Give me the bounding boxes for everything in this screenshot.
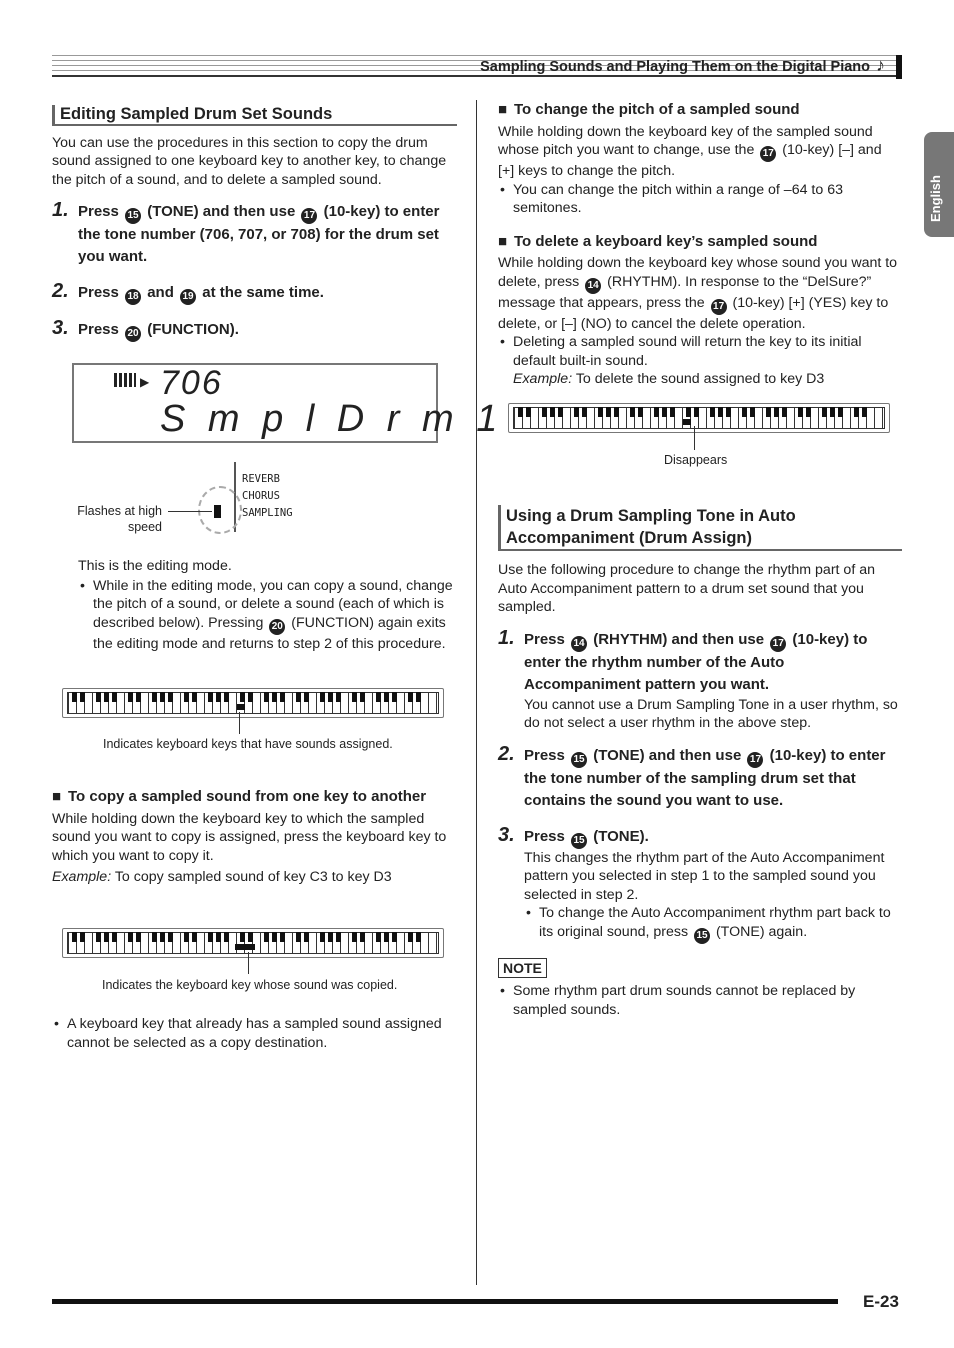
step-text: (FUNCTION).: [143, 321, 239, 338]
black-key: [320, 692, 325, 702]
language-tab-label: English: [928, 175, 943, 222]
black-key: [184, 692, 189, 702]
black-key: [240, 692, 245, 702]
drum-assign-section: [498, 505, 902, 1019]
step-text: at the same time.: [198, 284, 324, 301]
black-key: [416, 692, 421, 702]
black-key: [216, 932, 221, 942]
step-number: 2.: [52, 280, 69, 302]
black-key: [662, 407, 667, 417]
keyboard-caption-1: Indicates keyboard keys that have sounds assigned.: [103, 737, 393, 751]
black-key: [208, 932, 213, 942]
sampling-label: SAMPLING: [242, 507, 293, 519]
assign-step-3: [498, 823, 902, 849]
step-text: Press: [524, 630, 570, 648]
body-text: (10-key) [–] and [+] keys to change the pitch.: [498, 142, 882, 179]
black-key: [80, 932, 85, 942]
music-note-icon: ♪: [876, 55, 885, 75]
bullet-text: (TONE) again.: [712, 923, 808, 940]
step-text: Press: [78, 284, 124, 301]
language-tab: [924, 132, 954, 237]
bullet-text: To change the Auto Accompaniment rhythm part back to its original sound, press: [539, 905, 891, 940]
black-key: [718, 407, 723, 417]
button-number-icon: 15: [571, 752, 587, 768]
black-key: [128, 932, 133, 942]
copied-key-marker: [235, 944, 255, 950]
black-key: [248, 932, 253, 942]
page-number: E-23: [863, 1292, 899, 1311]
body-text: While holding down the keyboard key of the sampled sound whose pitch you want to change, use the: [498, 123, 873, 158]
section2-title: Using a Drum Sampling Tone in Auto Accompaniment (Drum Assign): [498, 505, 902, 551]
black-key: [542, 407, 547, 417]
black-key: [224, 692, 229, 702]
delete-body: [498, 254, 900, 333]
button-number-icon: 20: [269, 619, 285, 635]
flash-label-line1: Flashes at high: [77, 504, 162, 518]
keyboard-caption-3: Disappears: [664, 453, 728, 467]
black-key: [526, 407, 531, 417]
black-key: [854, 407, 859, 417]
assign-step-3-body: [498, 849, 902, 944]
black-key: [128, 692, 133, 702]
caption-leader-1: [239, 712, 240, 734]
step-text: and: [143, 284, 179, 301]
black-key: [216, 692, 221, 702]
black-key: [152, 932, 157, 942]
black-key: [96, 692, 101, 702]
black-key: [416, 932, 421, 942]
flash-label-leader: [168, 511, 212, 512]
example-text: To delete the sound assigned to key D3: [572, 371, 825, 387]
black-key: [376, 692, 381, 702]
black-key: [112, 932, 117, 942]
editing-mode-block: [78, 557, 456, 653]
black-key: [104, 932, 109, 942]
black-key: [670, 407, 675, 417]
black-key: [376, 932, 381, 942]
black-key: [304, 932, 309, 942]
caption-leader-3: [694, 426, 695, 450]
step-number: 3.: [498, 823, 515, 846]
black-key: [280, 692, 285, 702]
tone-name: S m p l D r m 1: [160, 398, 504, 440]
button-number-icon: 14: [585, 278, 601, 294]
bullet-text: (FUNCTION) again exits the editing mode and returns to step 2 of this procedure.: [93, 614, 446, 652]
black-key: [862, 407, 867, 417]
assigned-key-marker: [237, 704, 245, 710]
black-key: [694, 407, 699, 417]
black-key: [104, 692, 109, 702]
keyboard-diagram-1: [62, 688, 444, 718]
copy-title-text: To copy a sampled sound from one key to another: [68, 788, 427, 805]
note-bullet: • Some rhythm part drum sounds cannot be replaced by sampled sounds.: [498, 982, 902, 1019]
black-key: [360, 932, 365, 942]
example-label: Example:: [513, 371, 573, 387]
step-text: Press: [78, 203, 124, 220]
black-key: [160, 692, 165, 702]
black-key: [392, 932, 397, 942]
tone-number: 706: [160, 364, 223, 402]
black-key: [838, 407, 843, 417]
left-column: [52, 105, 457, 342]
reverb-label: REVERB: [242, 473, 280, 485]
black-key: [384, 692, 389, 702]
black-key: [518, 407, 523, 417]
black-key: [240, 932, 245, 942]
button-number-icon: 17: [770, 636, 786, 652]
copy-title: ■ To copy a sampled sound from one key to another: [52, 788, 427, 805]
editing-mode-bullet: [78, 577, 456, 654]
black-key: [96, 932, 101, 942]
button-number-icon: 17: [747, 752, 763, 768]
step-text: Press: [78, 321, 124, 338]
step-text: (10-key) to enter the rhythm number of the Auto Accompaniment pattern you want.: [524, 630, 868, 693]
black-key: [806, 407, 811, 417]
black-key: [686, 407, 691, 417]
black-key: [408, 932, 413, 942]
button-number-icon: 15: [125, 208, 141, 224]
example-label: Example:: [52, 869, 112, 885]
button-number-icon: 17: [760, 146, 776, 162]
black-key: [638, 407, 643, 417]
keyboard-icon: [114, 373, 136, 387]
step-text: (10-key) to enter the tone number (706, 707, or 708) for the drum set you want.: [78, 203, 440, 265]
black-key: [822, 407, 827, 417]
black-key: [320, 932, 325, 942]
black-key: [152, 692, 157, 702]
black-key: [248, 692, 253, 702]
black-key: [742, 407, 747, 417]
black-key: [160, 932, 165, 942]
black-key: [328, 692, 333, 702]
bullet-text: Deleting a sampled sound will return the key to its initial default built-in sound.: [513, 334, 862, 369]
pitch-title: ■ To change the pitch of a sampled sound: [498, 101, 800, 118]
chorus-label: CHORUS: [242, 490, 280, 502]
flash-rays-icon: [198, 486, 242, 534]
delete-bullet: [498, 333, 900, 389]
black-key: [208, 692, 213, 702]
black-key: [384, 932, 389, 942]
body-text: (10-key) [+] (YES) key to delete, or [–] (NO) to cancel the delete operation.: [498, 294, 889, 332]
black-key: [328, 932, 333, 942]
button-number-icon: 19: [180, 289, 196, 305]
keyboard-caption-2: Indicates the keyboard key whose sound was copied.: [102, 978, 398, 992]
step-number: 1.: [52, 199, 69, 221]
black-key: [168, 692, 173, 702]
button-number-icon: 15: [694, 928, 710, 944]
black-key: [304, 692, 309, 702]
step-number: 3.: [52, 317, 69, 339]
black-key: [774, 407, 779, 417]
pitch-body: [498, 123, 900, 181]
black-key: [598, 407, 603, 417]
black-key: [272, 932, 277, 942]
keyboard-diagram-3: [508, 403, 890, 433]
right-column: [498, 101, 900, 389]
black-key: [336, 932, 341, 942]
assign-step-2: [498, 742, 902, 812]
assign-step-1-note: You cannot use a Drum Sampling Tone in a user rhythm, so do not select a user rhythm in the above step.: [524, 696, 898, 731]
copy-example: [52, 868, 457, 887]
lcd-display: [72, 363, 504, 443]
black-key: [192, 692, 197, 702]
step-body-text: This changes the rhythm part of the Auto Accompaniment pattern you selected in step 1 to the sampled sound you selected in step 2.: [524, 849, 885, 903]
flash-label-line2: speed: [127, 520, 162, 534]
copy-section: [52, 788, 457, 887]
black-key: [296, 692, 301, 702]
black-key: [710, 407, 715, 417]
button-number-icon: 15: [571, 833, 587, 849]
black-key: [606, 407, 611, 417]
body-text: (RHYTHM). In response to the “DelSure?” message that appears, press the: [498, 273, 872, 311]
step-text: (TONE).: [589, 827, 649, 845]
black-key: [392, 692, 397, 702]
footer-rule: [52, 1299, 838, 1304]
copy-bullet: • A keyboard key that already has a sampled sound assigned cannot be selected as a copy destination.: [52, 1015, 472, 1052]
black-key: [80, 692, 85, 702]
section2-intro: Use the following procedure to change the rhythm part of an Auto Accompaniment pattern to a drum set sound that you sampled.: [498, 562, 875, 615]
button-number-icon: 17: [711, 299, 727, 315]
button-number-icon: 14: [571, 636, 587, 652]
button-number-icon: 20: [125, 326, 141, 342]
black-key: [184, 932, 189, 942]
black-key: [798, 407, 803, 417]
black-key: [168, 932, 173, 942]
step-text: (RHYTHM) and then use: [589, 630, 769, 648]
step-text: Press: [524, 746, 570, 764]
black-key: [272, 692, 277, 702]
header-end-bar: [896, 55, 902, 79]
step-number: 2.: [498, 742, 515, 765]
black-key: [558, 407, 563, 417]
editing-mode-text: This is the editing mode.: [78, 558, 232, 574]
black-key: [830, 407, 835, 417]
black-key: [296, 932, 301, 942]
black-key: [614, 407, 619, 417]
black-key: [264, 932, 269, 942]
pitch-title-text: To change the pitch of a sampled sound: [514, 101, 800, 118]
black-key: [750, 407, 755, 417]
black-key: [766, 407, 771, 417]
black-key: [136, 692, 141, 702]
delete-title-text: To delete a keyboard key’s sampled sound: [514, 232, 818, 250]
note-block: [498, 958, 902, 1020]
black-key: [360, 692, 365, 702]
button-number-icon: 17: [301, 208, 317, 224]
step-1: [52, 201, 457, 268]
black-key: [224, 932, 229, 942]
black-key: [582, 407, 587, 417]
deleted-key-marker: [683, 419, 691, 425]
pitch-bullet: • You can change the pitch within a range of –64 to 63 semitones.: [498, 181, 900, 218]
black-key: [264, 692, 269, 702]
black-key: [72, 692, 77, 702]
step-number: 1.: [498, 626, 515, 649]
column-divider: [476, 100, 477, 1285]
step-text: Press: [524, 827, 570, 845]
example-text: To copy sampled sound of key C3 to key D3: [111, 869, 392, 885]
keyboard-diagram-2: [62, 928, 444, 958]
body-text: While holding down the keyboard key whose sound you want to delete, press: [498, 255, 898, 290]
assign-step-3-bullet: [524, 904, 902, 944]
black-key: [192, 932, 197, 942]
black-key: [782, 407, 787, 417]
black-key: [280, 932, 285, 942]
black-key: [654, 407, 659, 417]
black-key: [574, 407, 579, 417]
caption-leader-2: [248, 952, 249, 974]
black-key: [352, 692, 357, 702]
black-key: [336, 692, 341, 702]
copy-body: While holding down the keyboard key to which the sampled sound you want to copy is assigned, press the keyboard key to which you want to copy it.: [52, 810, 447, 864]
black-key: [112, 692, 117, 702]
arrow-right-icon: ▶: [140, 375, 150, 389]
assign-step-1: [498, 626, 902, 696]
black-key: [352, 932, 357, 942]
black-key: [630, 407, 635, 417]
bullet-text: While in the editing mode, you can copy a sound, change the pitch of a sound, or delete a sound (each of which is described below). Pressing: [93, 577, 453, 631]
step-2: [52, 282, 457, 305]
black-key: [726, 407, 731, 417]
step-text: (TONE) and then use: [589, 746, 746, 764]
button-number-icon: 18: [125, 289, 141, 305]
header-title: Sampling Sounds and Playing Them on the Digital Piano: [480, 59, 870, 75]
black-key: [408, 692, 413, 702]
note-label: NOTE: [498, 958, 547, 979]
section-title: Editing Sampled Drum Set Sounds: [52, 105, 457, 126]
black-key: [550, 407, 555, 417]
step-text: (TONE) and then use: [143, 203, 300, 220]
black-key: [72, 932, 77, 942]
step-3: [52, 319, 457, 342]
delete-title: ■ To delete a keyboard key’s sampled sound: [498, 232, 818, 250]
step-text: (10-key) to enter the tone number of the sampling drum set that contains the sound you want to use.: [524, 746, 886, 809]
black-key: [136, 932, 141, 942]
intro-text: You can use the procedures in this section to copy the drum sound assigned to one keyboard key to another key, to change the pitch of a sound, and to delete a sampled sound.: [52, 134, 447, 188]
